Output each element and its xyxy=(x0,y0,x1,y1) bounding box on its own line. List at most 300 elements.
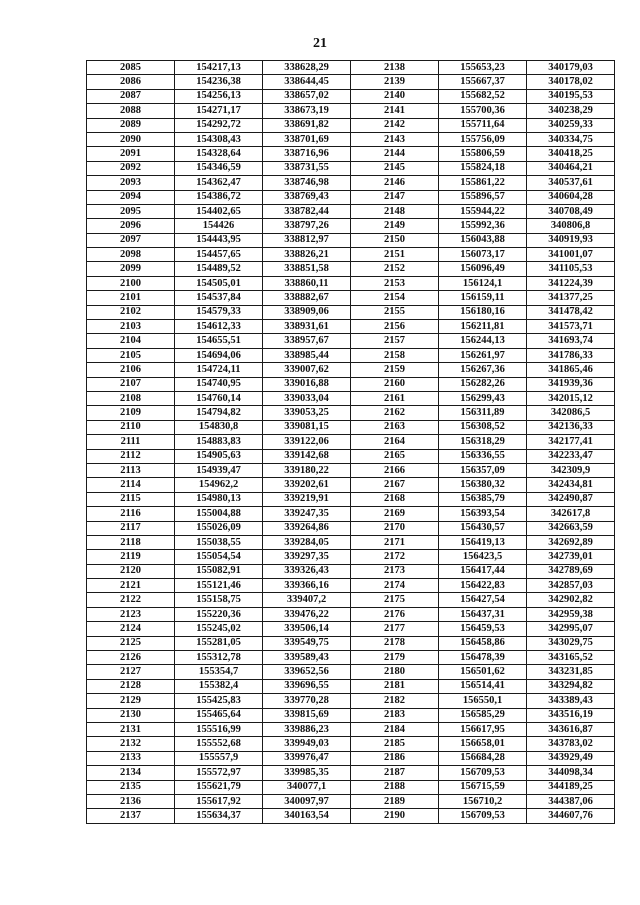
right-y-coordinate-cell: 341573,71 xyxy=(527,320,615,334)
right-y-coordinate-cell: 341693,74 xyxy=(527,334,615,348)
left-x-coordinate-cell: 155382,4 xyxy=(175,679,263,693)
left-point-number-cell: 2131 xyxy=(87,722,175,736)
left-y-coordinate-cell: 339366,16 xyxy=(263,579,351,593)
right-x-coordinate-cell: 156715,59 xyxy=(439,780,527,794)
left-x-coordinate-cell: 154217,13 xyxy=(175,61,263,75)
table-row xyxy=(87,61,615,75)
left-x-coordinate-cell: 154883,83 xyxy=(175,435,263,449)
table-row xyxy=(87,363,615,377)
right-x-coordinate-cell: 155653,23 xyxy=(439,61,527,75)
right-y-coordinate-cell: 342233,47 xyxy=(527,449,615,463)
table-row xyxy=(87,132,615,146)
table-row xyxy=(87,219,615,233)
right-y-coordinate-cell: 344098,34 xyxy=(527,766,615,780)
left-y-coordinate-cell: 339652,56 xyxy=(263,665,351,679)
right-x-coordinate-cell: 156282,26 xyxy=(439,377,527,391)
right-y-coordinate-cell: 340708,49 xyxy=(527,204,615,218)
table-row xyxy=(87,118,615,132)
left-x-coordinate-cell: 154655,51 xyxy=(175,334,263,348)
table-row xyxy=(87,435,615,449)
right-y-coordinate-cell: 342857,03 xyxy=(527,579,615,593)
right-y-coordinate-cell: 342902,82 xyxy=(527,593,615,607)
right-point-number-cell: 2186 xyxy=(351,751,439,765)
left-y-coordinate-cell: 339053,25 xyxy=(263,406,351,420)
right-x-coordinate-cell: 156096,49 xyxy=(439,262,527,276)
right-y-coordinate-cell: 341478,42 xyxy=(527,305,615,319)
right-x-coordinate-cell: 156458,86 xyxy=(439,636,527,650)
left-point-number-cell: 2130 xyxy=(87,708,175,722)
right-x-coordinate-cell: 156073,17 xyxy=(439,248,527,262)
left-y-coordinate-cell: 338882,67 xyxy=(263,291,351,305)
right-x-coordinate-cell: 155992,36 xyxy=(439,219,527,233)
left-x-coordinate-cell: 155572,97 xyxy=(175,766,263,780)
left-point-number-cell: 2107 xyxy=(87,377,175,391)
left-point-number-cell: 2123 xyxy=(87,607,175,621)
right-x-coordinate-cell: 156336,55 xyxy=(439,449,527,463)
left-y-coordinate-cell: 339886,23 xyxy=(263,722,351,736)
right-point-number-cell: 2144 xyxy=(351,147,439,161)
left-y-coordinate-cell: 339219,91 xyxy=(263,492,351,506)
left-x-coordinate-cell: 155054,54 xyxy=(175,550,263,564)
right-point-number-cell: 2153 xyxy=(351,276,439,290)
left-point-number-cell: 2097 xyxy=(87,233,175,247)
right-y-coordinate-cell: 340537,61 xyxy=(527,176,615,190)
left-x-coordinate-cell: 154830,8 xyxy=(175,420,263,434)
table-row xyxy=(87,694,615,708)
left-point-number-cell: 2135 xyxy=(87,780,175,794)
table-row xyxy=(87,766,615,780)
left-point-number-cell: 2092 xyxy=(87,161,175,175)
right-point-number-cell: 2161 xyxy=(351,391,439,405)
table-row xyxy=(87,780,615,794)
right-y-coordinate-cell: 342136,33 xyxy=(527,420,615,434)
left-y-coordinate-cell: 338691,82 xyxy=(263,118,351,132)
right-point-number-cell: 2182 xyxy=(351,694,439,708)
left-y-coordinate-cell: 338851,58 xyxy=(263,262,351,276)
left-x-coordinate-cell: 155552,68 xyxy=(175,737,263,751)
left-y-coordinate-cell: 339202,61 xyxy=(263,478,351,492)
left-point-number-cell: 2116 xyxy=(87,507,175,521)
right-y-coordinate-cell: 340334,75 xyxy=(527,132,615,146)
right-point-number-cell: 2142 xyxy=(351,118,439,132)
left-y-coordinate-cell: 339081,15 xyxy=(263,420,351,434)
left-y-coordinate-cell: 339284,05 xyxy=(263,535,351,549)
right-point-number-cell: 2173 xyxy=(351,564,439,578)
left-point-number-cell: 2127 xyxy=(87,665,175,679)
right-y-coordinate-cell: 342959,38 xyxy=(527,607,615,621)
table-row xyxy=(87,449,615,463)
left-point-number-cell: 2102 xyxy=(87,305,175,319)
right-point-number-cell: 2175 xyxy=(351,593,439,607)
left-y-coordinate-cell: 338746,98 xyxy=(263,176,351,190)
left-y-coordinate-cell: 339016,88 xyxy=(263,377,351,391)
left-point-number-cell: 2134 xyxy=(87,766,175,780)
right-point-number-cell: 2169 xyxy=(351,507,439,521)
right-x-coordinate-cell: 156585,29 xyxy=(439,708,527,722)
right-point-number-cell: 2176 xyxy=(351,607,439,621)
right-point-number-cell: 2168 xyxy=(351,492,439,506)
right-y-coordinate-cell: 343389,43 xyxy=(527,694,615,708)
right-x-coordinate-cell: 155896,57 xyxy=(439,190,527,204)
left-point-number-cell: 2105 xyxy=(87,348,175,362)
table-row xyxy=(87,651,615,665)
right-point-number-cell: 2179 xyxy=(351,651,439,665)
right-point-number-cell: 2158 xyxy=(351,348,439,362)
left-point-number-cell: 2085 xyxy=(87,61,175,75)
left-x-coordinate-cell: 155121,46 xyxy=(175,579,263,593)
right-x-coordinate-cell: 156514,41 xyxy=(439,679,527,693)
left-y-coordinate-cell: 338826,21 xyxy=(263,248,351,262)
right-point-number-cell: 2147 xyxy=(351,190,439,204)
left-y-coordinate-cell: 339696,55 xyxy=(263,679,351,693)
table-row xyxy=(87,262,615,276)
table-row xyxy=(87,204,615,218)
left-y-coordinate-cell: 338909,06 xyxy=(263,305,351,319)
right-x-coordinate-cell: 156267,36 xyxy=(439,363,527,377)
right-y-coordinate-cell: 342995,07 xyxy=(527,622,615,636)
right-point-number-cell: 2188 xyxy=(351,780,439,794)
right-x-coordinate-cell: 155756,09 xyxy=(439,132,527,146)
left-y-coordinate-cell: 339180,22 xyxy=(263,463,351,477)
right-y-coordinate-cell: 343165,52 xyxy=(527,651,615,665)
coordinates-table xyxy=(86,60,615,824)
right-y-coordinate-cell: 342739,01 xyxy=(527,550,615,564)
right-y-coordinate-cell: 341377,25 xyxy=(527,291,615,305)
left-y-coordinate-cell: 339589,43 xyxy=(263,651,351,665)
left-point-number-cell: 2096 xyxy=(87,219,175,233)
left-x-coordinate-cell: 155026,09 xyxy=(175,521,263,535)
left-y-coordinate-cell: 339976,47 xyxy=(263,751,351,765)
left-x-coordinate-cell: 154386,72 xyxy=(175,190,263,204)
left-x-coordinate-cell: 154724,11 xyxy=(175,363,263,377)
table-row xyxy=(87,176,615,190)
left-x-coordinate-cell: 155621,79 xyxy=(175,780,263,794)
table-row xyxy=(87,305,615,319)
left-point-number-cell: 2090 xyxy=(87,132,175,146)
right-y-coordinate-cell: 340418,25 xyxy=(527,147,615,161)
right-y-coordinate-cell: 341786,33 xyxy=(527,348,615,362)
left-point-number-cell: 2124 xyxy=(87,622,175,636)
left-point-number-cell: 2119 xyxy=(87,550,175,564)
left-point-number-cell: 2136 xyxy=(87,794,175,808)
right-x-coordinate-cell: 156393,54 xyxy=(439,507,527,521)
right-point-number-cell: 2167 xyxy=(351,478,439,492)
left-point-number-cell: 2095 xyxy=(87,204,175,218)
left-y-coordinate-cell: 338716,96 xyxy=(263,147,351,161)
right-y-coordinate-cell: 342617,8 xyxy=(527,507,615,521)
right-y-coordinate-cell: 342789,69 xyxy=(527,564,615,578)
left-point-number-cell: 2126 xyxy=(87,651,175,665)
table-row xyxy=(87,622,615,636)
right-point-number-cell: 2162 xyxy=(351,406,439,420)
left-x-coordinate-cell: 154537,84 xyxy=(175,291,263,305)
table-row xyxy=(87,679,615,693)
left-point-number-cell: 2133 xyxy=(87,751,175,765)
right-point-number-cell: 2184 xyxy=(351,722,439,736)
right-point-number-cell: 2159 xyxy=(351,363,439,377)
left-point-number-cell: 2094 xyxy=(87,190,175,204)
right-point-number-cell: 2145 xyxy=(351,161,439,175)
left-y-coordinate-cell: 339949,03 xyxy=(263,737,351,751)
left-point-number-cell: 2086 xyxy=(87,75,175,89)
left-x-coordinate-cell: 155281,05 xyxy=(175,636,263,650)
left-point-number-cell: 2099 xyxy=(87,262,175,276)
right-x-coordinate-cell: 156550,1 xyxy=(439,694,527,708)
left-point-number-cell: 2110 xyxy=(87,420,175,434)
right-x-coordinate-cell: 156710,2 xyxy=(439,794,527,808)
left-y-coordinate-cell: 340163,54 xyxy=(263,809,351,823)
right-point-number-cell: 2177 xyxy=(351,622,439,636)
left-x-coordinate-cell: 154443,95 xyxy=(175,233,263,247)
right-x-coordinate-cell: 156478,39 xyxy=(439,651,527,665)
left-x-coordinate-cell: 155557,9 xyxy=(175,751,263,765)
right-y-coordinate-cell: 340238,29 xyxy=(527,104,615,118)
right-point-number-cell: 2141 xyxy=(351,104,439,118)
right-point-number-cell: 2148 xyxy=(351,204,439,218)
right-point-number-cell: 2170 xyxy=(351,521,439,535)
left-y-coordinate-cell: 339247,35 xyxy=(263,507,351,521)
right-point-number-cell: 2152 xyxy=(351,262,439,276)
right-point-number-cell: 2183 xyxy=(351,708,439,722)
right-point-number-cell: 2180 xyxy=(351,665,439,679)
left-y-coordinate-cell: 339007,62 xyxy=(263,363,351,377)
left-y-coordinate-cell: 340077,1 xyxy=(263,780,351,794)
table-row xyxy=(87,104,615,118)
left-x-coordinate-cell: 155634,37 xyxy=(175,809,263,823)
left-point-number-cell: 2087 xyxy=(87,89,175,103)
right-x-coordinate-cell: 156709,53 xyxy=(439,809,527,823)
left-point-number-cell: 2122 xyxy=(87,593,175,607)
left-y-coordinate-cell: 338657,02 xyxy=(263,89,351,103)
right-y-coordinate-cell: 343294,82 xyxy=(527,679,615,693)
table-row xyxy=(87,233,615,247)
right-y-coordinate-cell: 343616,87 xyxy=(527,722,615,736)
right-x-coordinate-cell: 156501,62 xyxy=(439,665,527,679)
right-point-number-cell: 2181 xyxy=(351,679,439,693)
table-row xyxy=(87,276,615,290)
right-x-coordinate-cell: 156357,09 xyxy=(439,463,527,477)
left-y-coordinate-cell: 339122,06 xyxy=(263,435,351,449)
left-point-number-cell: 2128 xyxy=(87,679,175,693)
left-x-coordinate-cell: 154760,14 xyxy=(175,391,263,405)
table-row xyxy=(87,190,615,204)
left-point-number-cell: 2137 xyxy=(87,809,175,823)
left-x-coordinate-cell: 154346,59 xyxy=(175,161,263,175)
left-x-coordinate-cell: 155220,36 xyxy=(175,607,263,621)
left-y-coordinate-cell: 339326,43 xyxy=(263,564,351,578)
right-y-coordinate-cell: 343231,85 xyxy=(527,665,615,679)
left-point-number-cell: 2121 xyxy=(87,579,175,593)
table-row xyxy=(87,75,615,89)
right-y-coordinate-cell: 342692,89 xyxy=(527,535,615,549)
right-y-coordinate-cell: 342490,87 xyxy=(527,492,615,506)
table-row xyxy=(87,579,615,593)
right-x-coordinate-cell: 156423,5 xyxy=(439,550,527,564)
right-x-coordinate-cell: 156261,97 xyxy=(439,348,527,362)
right-x-coordinate-cell: 156180,16 xyxy=(439,305,527,319)
left-x-coordinate-cell: 154740,95 xyxy=(175,377,263,391)
right-point-number-cell: 2163 xyxy=(351,420,439,434)
table-row xyxy=(87,420,615,434)
table-row xyxy=(87,535,615,549)
left-x-coordinate-cell: 154980,13 xyxy=(175,492,263,506)
left-y-coordinate-cell: 338985,44 xyxy=(263,348,351,362)
right-y-coordinate-cell: 342663,59 xyxy=(527,521,615,535)
left-y-coordinate-cell: 339506,14 xyxy=(263,622,351,636)
right-y-coordinate-cell: 344189,25 xyxy=(527,780,615,794)
left-x-coordinate-cell: 155354,7 xyxy=(175,665,263,679)
left-point-number-cell: 2103 xyxy=(87,320,175,334)
right-x-coordinate-cell: 155667,37 xyxy=(439,75,527,89)
right-point-number-cell: 2157 xyxy=(351,334,439,348)
left-x-coordinate-cell: 154328,64 xyxy=(175,147,263,161)
table-row xyxy=(87,406,615,420)
left-y-coordinate-cell: 340097,97 xyxy=(263,794,351,808)
table-row xyxy=(87,550,615,564)
left-x-coordinate-cell: 154962,2 xyxy=(175,478,263,492)
right-y-coordinate-cell: 343029,75 xyxy=(527,636,615,650)
left-y-coordinate-cell: 339264,86 xyxy=(263,521,351,535)
right-y-coordinate-cell: 340195,53 xyxy=(527,89,615,103)
table-row xyxy=(87,161,615,175)
right-point-number-cell: 2174 xyxy=(351,579,439,593)
table-row xyxy=(87,507,615,521)
right-point-number-cell: 2143 xyxy=(351,132,439,146)
table-row xyxy=(87,248,615,262)
left-point-number-cell: 2125 xyxy=(87,636,175,650)
left-x-coordinate-cell: 154489,52 xyxy=(175,262,263,276)
right-point-number-cell: 2138 xyxy=(351,61,439,75)
left-point-number-cell: 2115 xyxy=(87,492,175,506)
left-point-number-cell: 2114 xyxy=(87,478,175,492)
left-x-coordinate-cell: 155038,55 xyxy=(175,535,263,549)
coordinates-table-body xyxy=(87,61,615,824)
left-y-coordinate-cell: 339549,75 xyxy=(263,636,351,650)
left-x-coordinate-cell: 155425,83 xyxy=(175,694,263,708)
right-y-coordinate-cell: 342434,81 xyxy=(527,478,615,492)
table-row xyxy=(87,391,615,405)
left-y-coordinate-cell: 339985,35 xyxy=(263,766,351,780)
left-point-number-cell: 2129 xyxy=(87,694,175,708)
left-y-coordinate-cell: 338931,61 xyxy=(263,320,351,334)
table-row xyxy=(87,636,615,650)
table-row xyxy=(87,521,615,535)
table-row xyxy=(87,737,615,751)
right-point-number-cell: 2189 xyxy=(351,794,439,808)
right-x-coordinate-cell: 155806,59 xyxy=(439,147,527,161)
left-x-coordinate-cell: 154308,43 xyxy=(175,132,263,146)
table-row xyxy=(87,593,615,607)
right-point-number-cell: 2160 xyxy=(351,377,439,391)
table-row xyxy=(87,320,615,334)
table-row xyxy=(87,89,615,103)
left-point-number-cell: 2106 xyxy=(87,363,175,377)
right-x-coordinate-cell: 156244,13 xyxy=(439,334,527,348)
right-y-coordinate-cell: 340806,8 xyxy=(527,219,615,233)
left-x-coordinate-cell: 154236,38 xyxy=(175,75,263,89)
table-row xyxy=(87,291,615,305)
right-x-coordinate-cell: 156308,52 xyxy=(439,420,527,434)
right-point-number-cell: 2156 xyxy=(351,320,439,334)
right-x-coordinate-cell: 156430,57 xyxy=(439,521,527,535)
right-x-coordinate-cell: 156427,54 xyxy=(439,593,527,607)
left-x-coordinate-cell: 154457,65 xyxy=(175,248,263,262)
left-x-coordinate-cell: 154505,01 xyxy=(175,276,263,290)
right-x-coordinate-cell: 156311,89 xyxy=(439,406,527,420)
right-y-coordinate-cell: 340464,21 xyxy=(527,161,615,175)
table-row xyxy=(87,708,615,722)
left-point-number-cell: 2100 xyxy=(87,276,175,290)
right-x-coordinate-cell: 155700,36 xyxy=(439,104,527,118)
left-point-number-cell: 2098 xyxy=(87,248,175,262)
table-row xyxy=(87,722,615,736)
right-x-coordinate-cell: 156385,79 xyxy=(439,492,527,506)
left-x-coordinate-cell: 155245,02 xyxy=(175,622,263,636)
left-x-coordinate-cell: 155516,99 xyxy=(175,722,263,736)
right-y-coordinate-cell: 342177,41 xyxy=(527,435,615,449)
right-x-coordinate-cell: 156380,32 xyxy=(439,478,527,492)
right-point-number-cell: 2165 xyxy=(351,449,439,463)
left-point-number-cell: 2108 xyxy=(87,391,175,405)
right-x-coordinate-cell: 156211,81 xyxy=(439,320,527,334)
table-row xyxy=(87,463,615,477)
left-x-coordinate-cell: 154939,47 xyxy=(175,463,263,477)
right-y-coordinate-cell: 340919,93 xyxy=(527,233,615,247)
left-x-coordinate-cell: 154612,33 xyxy=(175,320,263,334)
left-point-number-cell: 2132 xyxy=(87,737,175,751)
right-x-coordinate-cell: 156159,11 xyxy=(439,291,527,305)
right-x-coordinate-cell: 155861,22 xyxy=(439,176,527,190)
right-x-coordinate-cell: 156617,95 xyxy=(439,722,527,736)
right-x-coordinate-cell: 156318,29 xyxy=(439,435,527,449)
right-x-coordinate-cell: 156419,13 xyxy=(439,535,527,549)
left-x-coordinate-cell: 154579,33 xyxy=(175,305,263,319)
left-x-coordinate-cell: 154292,72 xyxy=(175,118,263,132)
right-x-coordinate-cell: 156709,53 xyxy=(439,766,527,780)
left-y-coordinate-cell: 338731,55 xyxy=(263,161,351,175)
right-x-coordinate-cell: 156299,43 xyxy=(439,391,527,405)
right-point-number-cell: 2172 xyxy=(351,550,439,564)
right-x-coordinate-cell: 156124,1 xyxy=(439,276,527,290)
table-row xyxy=(87,334,615,348)
left-x-coordinate-cell: 154362,47 xyxy=(175,176,263,190)
right-y-coordinate-cell: 344387,06 xyxy=(527,794,615,808)
right-y-coordinate-cell: 340259,33 xyxy=(527,118,615,132)
right-x-coordinate-cell: 155682,52 xyxy=(439,89,527,103)
right-x-coordinate-cell: 156684,28 xyxy=(439,751,527,765)
left-x-coordinate-cell: 155082,91 xyxy=(175,564,263,578)
left-point-number-cell: 2101 xyxy=(87,291,175,305)
left-point-number-cell: 2093 xyxy=(87,176,175,190)
right-y-coordinate-cell: 341001,07 xyxy=(527,248,615,262)
right-x-coordinate-cell: 156437,31 xyxy=(439,607,527,621)
table-row xyxy=(87,492,615,506)
left-x-coordinate-cell: 155158,75 xyxy=(175,593,263,607)
left-point-number-cell: 2113 xyxy=(87,463,175,477)
table-row xyxy=(87,607,615,621)
right-y-coordinate-cell: 341224,39 xyxy=(527,276,615,290)
right-point-number-cell: 2185 xyxy=(351,737,439,751)
right-x-coordinate-cell: 156422,83 xyxy=(439,579,527,593)
right-x-coordinate-cell: 155944,22 xyxy=(439,204,527,218)
left-y-coordinate-cell: 338701,69 xyxy=(263,132,351,146)
left-y-coordinate-cell: 339407,2 xyxy=(263,593,351,607)
right-y-coordinate-cell: 342015,12 xyxy=(527,391,615,405)
table-row xyxy=(87,751,615,765)
right-y-coordinate-cell: 341939,36 xyxy=(527,377,615,391)
left-point-number-cell: 2088 xyxy=(87,104,175,118)
right-point-number-cell: 2178 xyxy=(351,636,439,650)
